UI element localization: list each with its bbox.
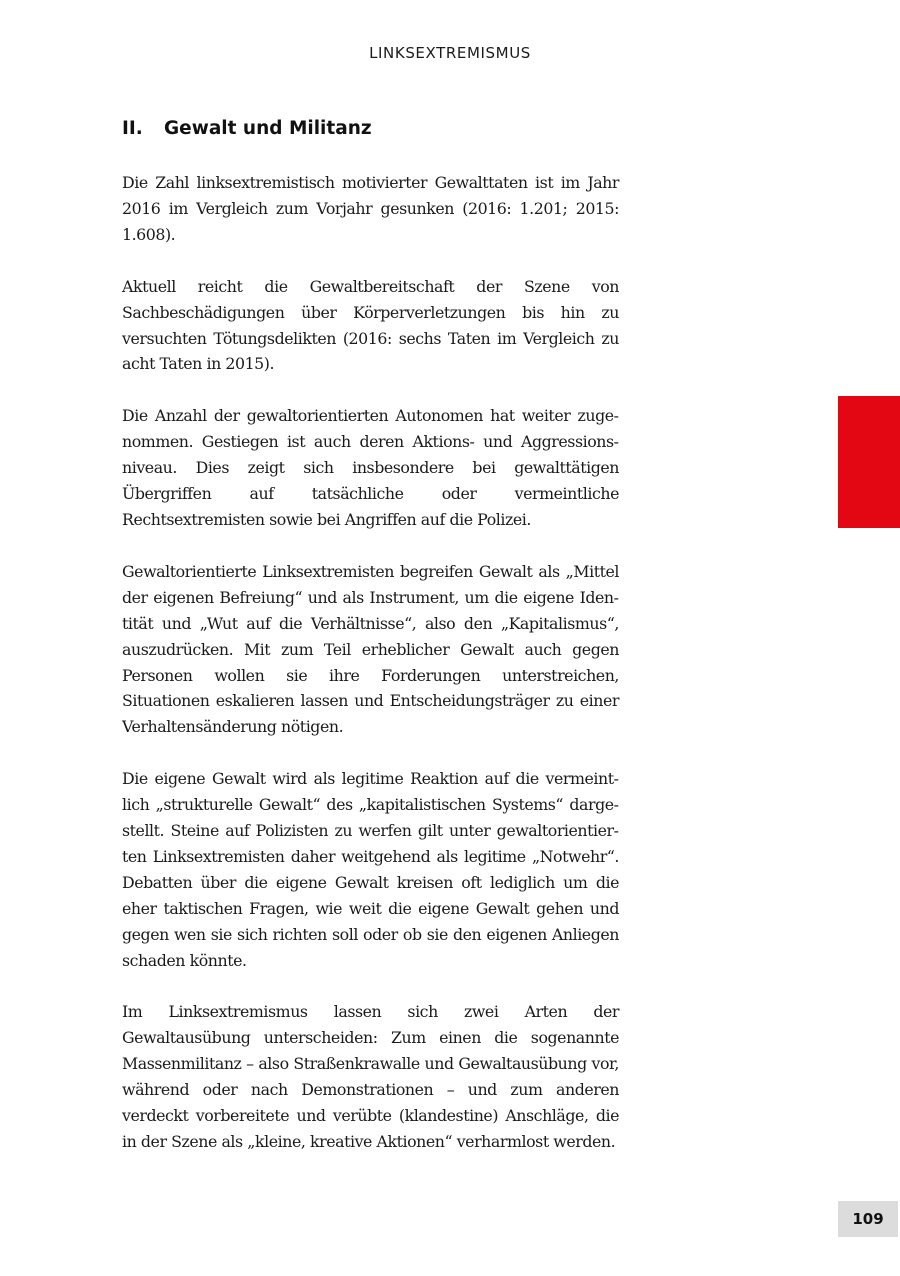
chapter-side-tab [838,396,900,528]
paragraph-1: Die Zahl linksextremistisch motivierter Gewalttaten ist im Jahr 2016 im Vergleich zum Vorjahr gesunken (2016: 1.201; 2015: 1.608). [122,173,619,244]
running-head: LINKSEXTREMISMUS [369,44,531,62]
paragraph-2: Aktuell reicht die Gewaltbereitschaft der Szene von Sachbeschädigungen über Körperverletzungen bis hin zu versuchten Tötungsdelikten (2016: sechs Taten im Vergleich zu acht Taten in 2015). [122,276,619,374]
paragraph-4: Gewaltorientierte Linksextremisten begreifen Gewalt als „Mittel der eigenen Befreiung“ und als Instrument, um die eigene Identität und „Wut auf die Verhältnisse“, also den „Kapitalismus“, auszudrücken. Mit zum Teil erheblicher Gewalt auch gegen Personen wollen sie ihre Forderungen unterstreichen, Situationen eskalieren lassen und Entscheidungsträger zu einer Verhaltensänderung nötigen. [122,561,619,737]
body-text [122,170,619,1181]
paragraph-6: Im Linksextremismus lassen sich zwei Arten der Gewaltausübung unterscheiden: Zum einen die sogenannte Massenmilitanz – also Straßenkrawalle und Gewaltausübung vor, während oder nach Demonstrationen – und zum anderen verdeckt vorbereitete und verübte (klandestine) Anschläge, die in der Szene als „kleine, kreative Aktionen“ verharmlost werden. [122,1002,619,1151]
paragraph-5: Die eigene Gewalt wird als legitime Reaktion auf die vermeintlich „strukturelle Gewalt“ des „kapitalistischen Systems“ dargestellt. Steine auf Polizisten zu werfen gilt unter gewaltorientierten Linksextremisten daher weitgehend als legitime „Notwehr“. Debatten über die eigene Gewalt kreisen oft lediglich um die eher taktischen Fragen, wie weit die eigene Gewalt gehen und gegen wen sie sich richten soll oder ob sie den eigenen Anliegen schaden könnte. [122,769,619,970]
paragraph-3: Die Anzahl der gewaltorientierten Autonomen hat weiter zugenommen. Gestiegen ist auch deren Aktions- und Aggressionsniveau. Dies zeigt sich insbesondere bei gewalttätigen Übergriffen auf tatsächliche oder vermeintliche Rechtsextremisten sowie bei Angriffen auf die Polizei. [122,406,619,529]
section-title: Gewalt und Militanz [164,118,372,139]
page-number: 109 [838,1201,898,1237]
section-number: II. [122,118,143,139]
section-heading [122,118,622,139]
